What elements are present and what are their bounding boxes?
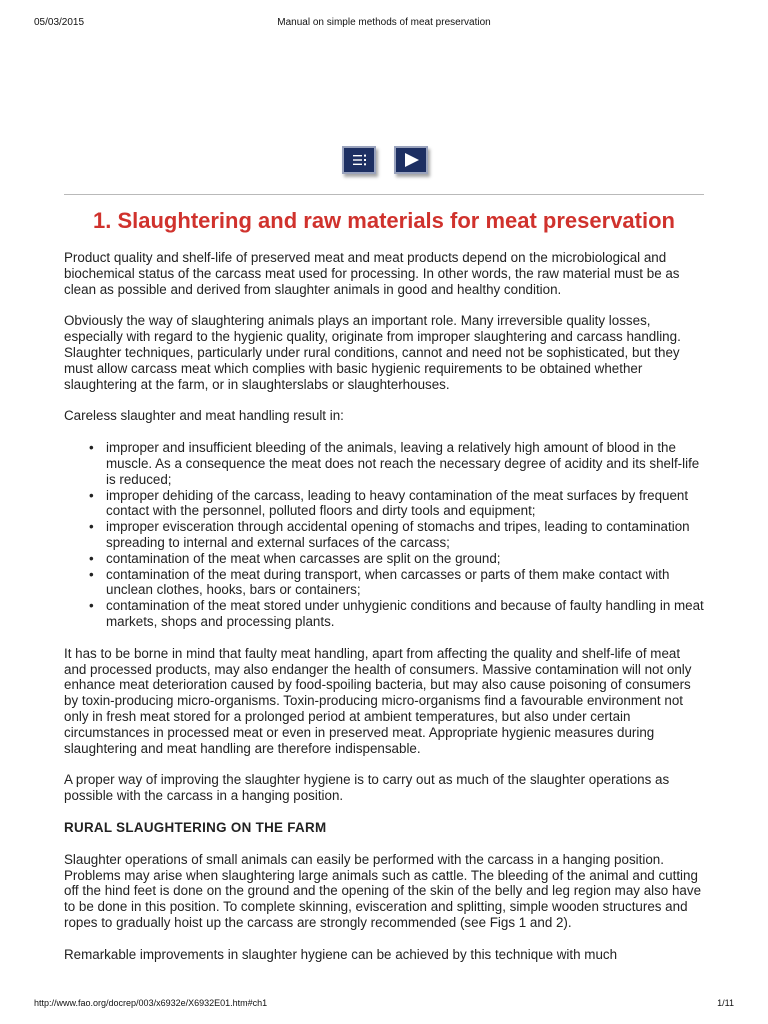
header-date: 05/03/2015 [34, 17, 85, 28]
paragraph: Obviously the way of slaughtering animals plays an important role. Many irreversible quality losses, especially with regard to the hygienic quality, originate from improper slaughtering and carcass handling. Slaughter techniques, particularly under rural conditions, cannot and need not be sophisticated, but they must allow carcass meat which complies with basic hygienic requirements to be obtained whether slaughtering at the farm, or in slaughterslabs or slaughterhouses. [64, 313, 681, 392]
paragraph: Careless slaughter and meat handling result in: [64, 408, 344, 424]
header-title: Manual on simple methods of meat preservation [277, 17, 491, 28]
list-item: • improper and insufficient bleeding of the animals, leaving a relatively high amount of blood in the muscle. As a consequence the meat does not reach the necessary degree of acidity and its shelf-life is reduced; [89, 440, 706, 487]
paragraph: Remarkable improvements in slaughter hygiene can be achieved by this technique with much [64, 946, 618, 962]
list-item: • improper evisceration through accidental opening of stomachs and tripes, leading to contamination spreading to internal and external surfaces of the carcass; [89, 519, 706, 551]
divider [64, 194, 704, 195]
footer-url: http://www.fao.org/docrep/003/x6932e/X6932E01.htm#ch1 [34, 998, 268, 1008]
page-title: 1. Slaughtering and raw materials for meat preservation [93, 208, 675, 233]
paragraph: Slaughter operations of small animals can easily be performed with the carcass in a hanging position. Problems may arise when slaughtering large animals such as cattle. The bleeding of the animal and cutting off the hind feet is done on the ground and the opening of the skin of the belly and leg region may also have to be done in this position. To complete skinning, evisceration and splitting, simple wooden structures and ropes to gradually hoist up the carcass are strongly recommended (see Figs 1 and 2). [64, 851, 702, 930]
paragraph: It has to be borne in mind that faulty meat handling, apart from affecting the quality and shelf-life of meat and processed products, may also endanger the health of consumers. Massive contamination will not only enhance meat deterioration caused by food-spoiling bacteria, but may also cause poisoning of consumers by toxin-producing micro-organisms. Toxin-producing micro-organisms find a favourable environment not only in fresh meat stored for a prolonged period at ambient temperatures, but also under certain circumstances in processed meat or even in preserved meat. Appropriate hygienic measures during slaughtering and meat handling are therefore indispensable. [64, 645, 692, 756]
section-heading: RURAL SLAUGHTERING ON THE FARM [64, 819, 327, 835]
list-item: • improper dehiding of the carcass, leading to heavy contamination of the meat surfaces by frequent contact with the personnel, polluted floors and dirty tools and equipment; [89, 488, 706, 520]
contents-list-icon [348, 151, 370, 169]
consequences-list [64, 440, 706, 630]
list-item: • contamination of the meat stored under unhygienic conditions and because of faulty handling in meat markets, shops and processing plants. [89, 598, 706, 630]
list-item: • contamination of the meat when carcasses are split on the ground; [89, 551, 706, 567]
next-arrow-icon [400, 151, 422, 169]
main-content [64, 250, 706, 978]
footer-page-number: 1/11 [717, 998, 734, 1008]
list-item: • contamination of the meat during transport, when carcasses or parts of them make contact with unclean clothes, hooks, bars or containers; [89, 567, 706, 599]
paragraph: A proper way of improving the slaughter hygiene is to carry out as much of the slaughter operations as possible with the carcass in a hanging position. [64, 772, 670, 804]
paragraph: Product quality and shelf-life of preserved meat and meat products depend on the microbiological and biochemical status of the carcass meat used for processing. In other words, the raw material must be as clean as possible and derived from slaughter animals in good and healthy condition. [64, 250, 680, 297]
next-button[interactable] [394, 146, 428, 174]
navigation-bar [342, 146, 428, 174]
contents-button[interactable] [342, 146, 376, 174]
